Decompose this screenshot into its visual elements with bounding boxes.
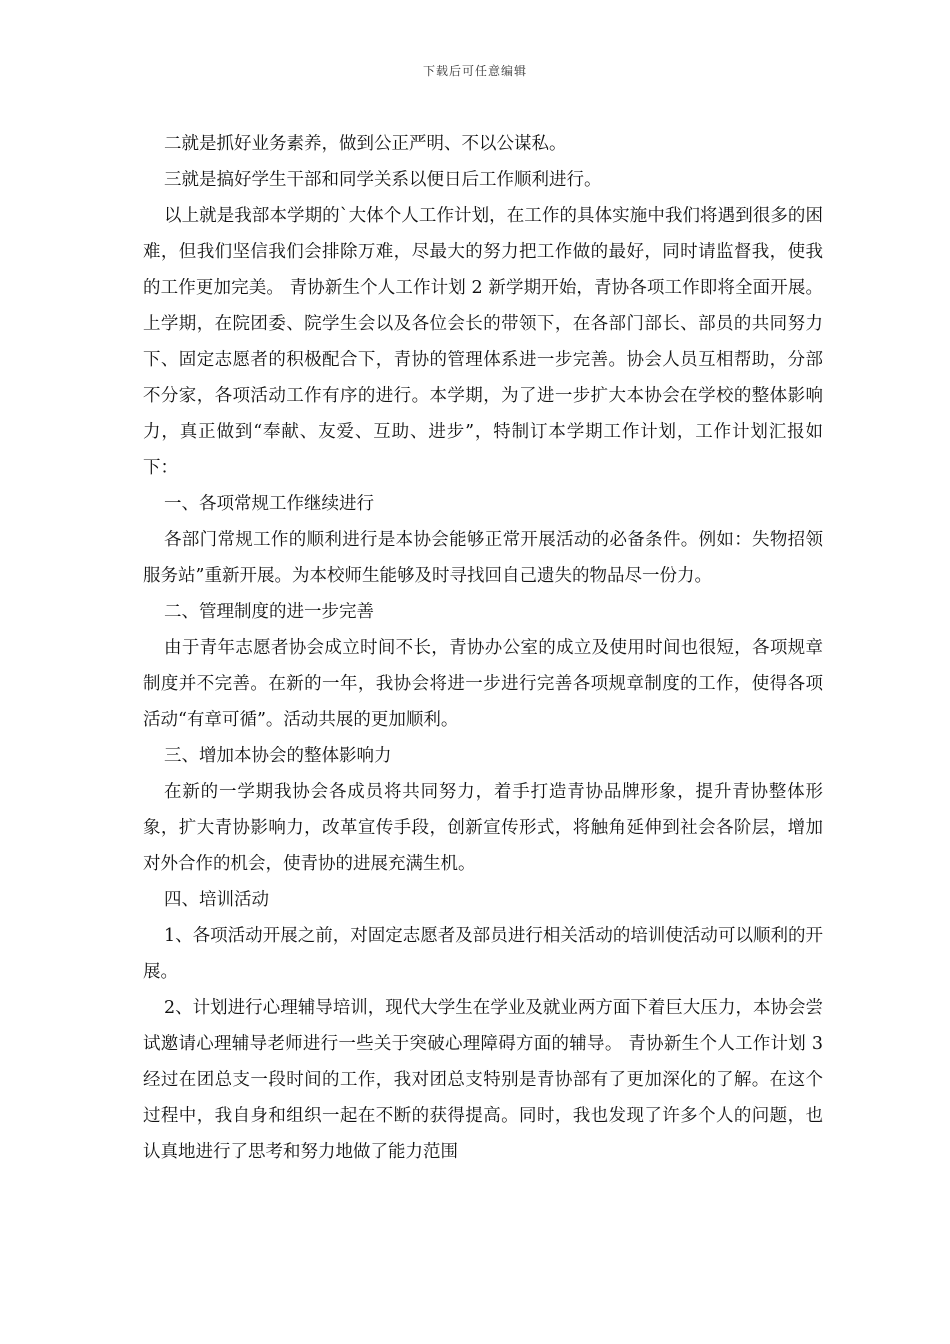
document-body [143, 126, 823, 1170]
paragraph-6: 在新的一学期我协会各成员将共同努力，着手打造青协品牌形象，提升青协整体形象，扩大青协影响力，改革宣传手段，创新宣传形式，将触角延伸到社会各阶层，增加对外合作的机会，使青协的进展充满生机。 [143, 782, 823, 874]
paragraph-8: 2、计划进行心理辅导培训，现代大学生在学业及就业两方面下着巨大压力，本协会尝试邀请心理辅导老师进行一些关于突破心理障碍方面的辅导。 青协新生个人工作计划 3 经过在团总支一段时间的工作，我对团总支特别是青协部有了更加深化的了解。在这个过程中，我自身和组织一起在不断的获得提高。同时，我也发现了许多个人的问题，也认真地进行了思考和努力地做了能力范围 [143, 998, 823, 1162]
paragraph-5: 由于青年志愿者协会成立时间不长，青协办公室的成立及使用时间也很短，各项规章制度并不完善。在新的一年，我协会将进一步进行完善各项规章制度的工作，使得各项活动“有章可循”。活动共展的更加顺利。 [143, 638, 823, 730]
section-heading-4: 四、培训活动 [164, 890, 269, 910]
section-heading-1: 一、各项常规工作继续进行 [164, 494, 374, 514]
page-header: 下载后可任意编辑 [422, 64, 527, 78]
section-heading-2: 二、管理制度的进一步完善 [164, 602, 374, 622]
paragraph-1: 二就是抓好业务素养，做到公正严明、不以公谋私。 [164, 134, 567, 154]
paragraph-4: 各部门常规工作的顺利进行是本协会能够正常开展活动的必备条件。例如：失物招领服务站”重新开展。为本校师生能够及时寻找回自己遗失的物品尽一份力。 [143, 530, 823, 586]
section-heading-3: 三、增加本协会的整体影响力 [164, 746, 392, 766]
paragraph-7: 1、各项活动开展之前，对固定志愿者及部员进行相关活动的培训使活动可以顺利的开展。 [143, 926, 823, 982]
paragraph-2: 三就是搞好学生干部和同学关系以便日后工作顺利进行。 [164, 170, 602, 190]
paragraph-3: 以上就是我部本学期的`大体个人工作计划，在工作的具体实施中我们将遇到很多的困难，但我们坚信我们会排除万难，尽最大的努力把工作做的最好，同时请监督我，使我的工作更加完美。 青协新生个人工作计划 2 新学期开始，青协各项工作即将全面开展。上学期，在院团委、院学生会以及各位会长的带领下，在各部门部长、部员的共同努力下、固定志愿者的积极配合下，青协的管理体系进一步完善。协会人员互相帮助，分部不分家，各项活动工作有序的进行。本学期，为了进一步扩大本协会在学校的整体影响力，真正做到“奉献、友爱、互助、进步”，特制订本学期工作计划，工作计划汇报如下： [143, 206, 823, 478]
